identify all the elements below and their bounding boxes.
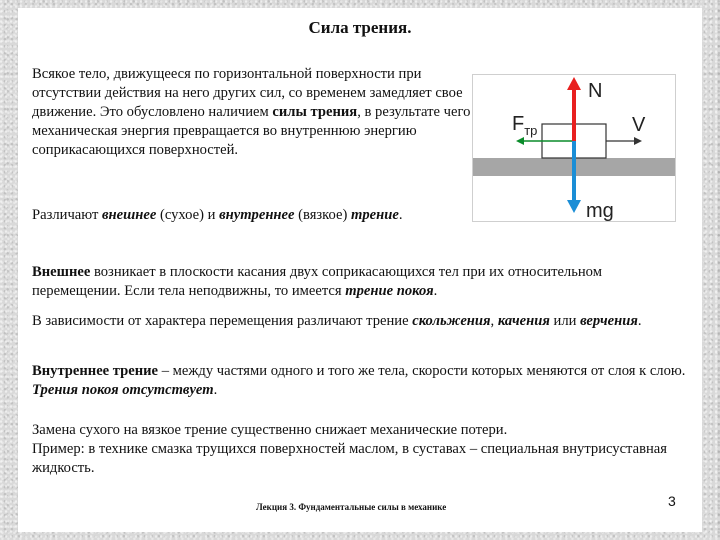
internal-heading: Внутреннее трение xyxy=(32,363,159,379)
external-heading: Внешнее xyxy=(32,264,91,280)
external-text-2: . xyxy=(433,283,438,299)
internal-text-1: – между частями одного и того же тела, скорости которых меняются от слоя к слою. xyxy=(158,363,686,379)
diagram-svg xyxy=(472,74,676,222)
paragraph-lubrication xyxy=(32,421,697,478)
term-external: внешнее xyxy=(102,207,157,223)
paragraph-internal xyxy=(32,362,692,400)
intro-text-start: Всякое тело, движущееся по горизонтальной поверхности при отсутствии действия на него других сил, со временем замедляет свое движение. Это обусловлено наличием xyxy=(32,66,463,120)
normal-force-label: N xyxy=(588,80,603,102)
page-number: 3 xyxy=(668,493,676,509)
paragraph-types xyxy=(32,206,452,225)
term-friction: трение xyxy=(351,207,399,223)
footer-lecture-title: Лекция 3. Фундаментальные силы в механике xyxy=(256,502,447,512)
gravity-force-label: mg xyxy=(586,200,614,222)
term-sliding: скольжения xyxy=(412,313,491,329)
friction-label-subscript: тр xyxy=(524,123,538,138)
types-text-2: (сухое) и xyxy=(156,207,220,223)
external-text-1: возникает в плоскости касания двух соприкасающихся тел при их относительном перемещении. Если тела неподвижны, то имеется xyxy=(32,264,602,299)
motion-text-4: . xyxy=(637,313,642,329)
intro-text-end: , в результате чего механическая энергия превращается во внутреннюю энергию соприкасающихся поверхностей. xyxy=(32,104,471,158)
paragraph-external xyxy=(32,263,692,301)
motion-text-3: или xyxy=(549,313,581,329)
lubrication-line-1: Замена сухого на вязкое трение существенно снижает механические потери. xyxy=(32,422,508,438)
motion-text-1: В зависимости от характера перемещения различают трение xyxy=(32,313,413,329)
motion-text-2: , xyxy=(490,313,498,329)
internal-text-2: . xyxy=(213,382,218,398)
term-internal: внутреннее xyxy=(219,207,295,223)
term-no-static-friction: Трения покоя отсутствует xyxy=(32,382,214,398)
term-spinning: верчения xyxy=(580,313,638,329)
paragraph-motion-types xyxy=(32,312,692,331)
intro-term-friction-force: силы трения xyxy=(272,104,358,120)
term-rolling: качения xyxy=(497,313,550,329)
slide-title: Сила трения. xyxy=(308,18,412,37)
types-text-3: (вязкое) xyxy=(294,207,351,223)
term-static-friction: трение покоя xyxy=(345,283,434,299)
friction-label-main: F xyxy=(512,113,525,135)
slide xyxy=(18,8,702,532)
lubrication-line-2: Пример: в технике смазка трущихся поверхностей маслом, в суставах – специальная внутрисуставная жидкость. xyxy=(32,441,667,476)
friction-force-diagram xyxy=(472,74,676,222)
types-text-4: . xyxy=(398,207,403,223)
types-text-1: Различают xyxy=(32,207,103,223)
velocity-label: V xyxy=(632,114,646,136)
paragraph-intro xyxy=(32,65,472,160)
